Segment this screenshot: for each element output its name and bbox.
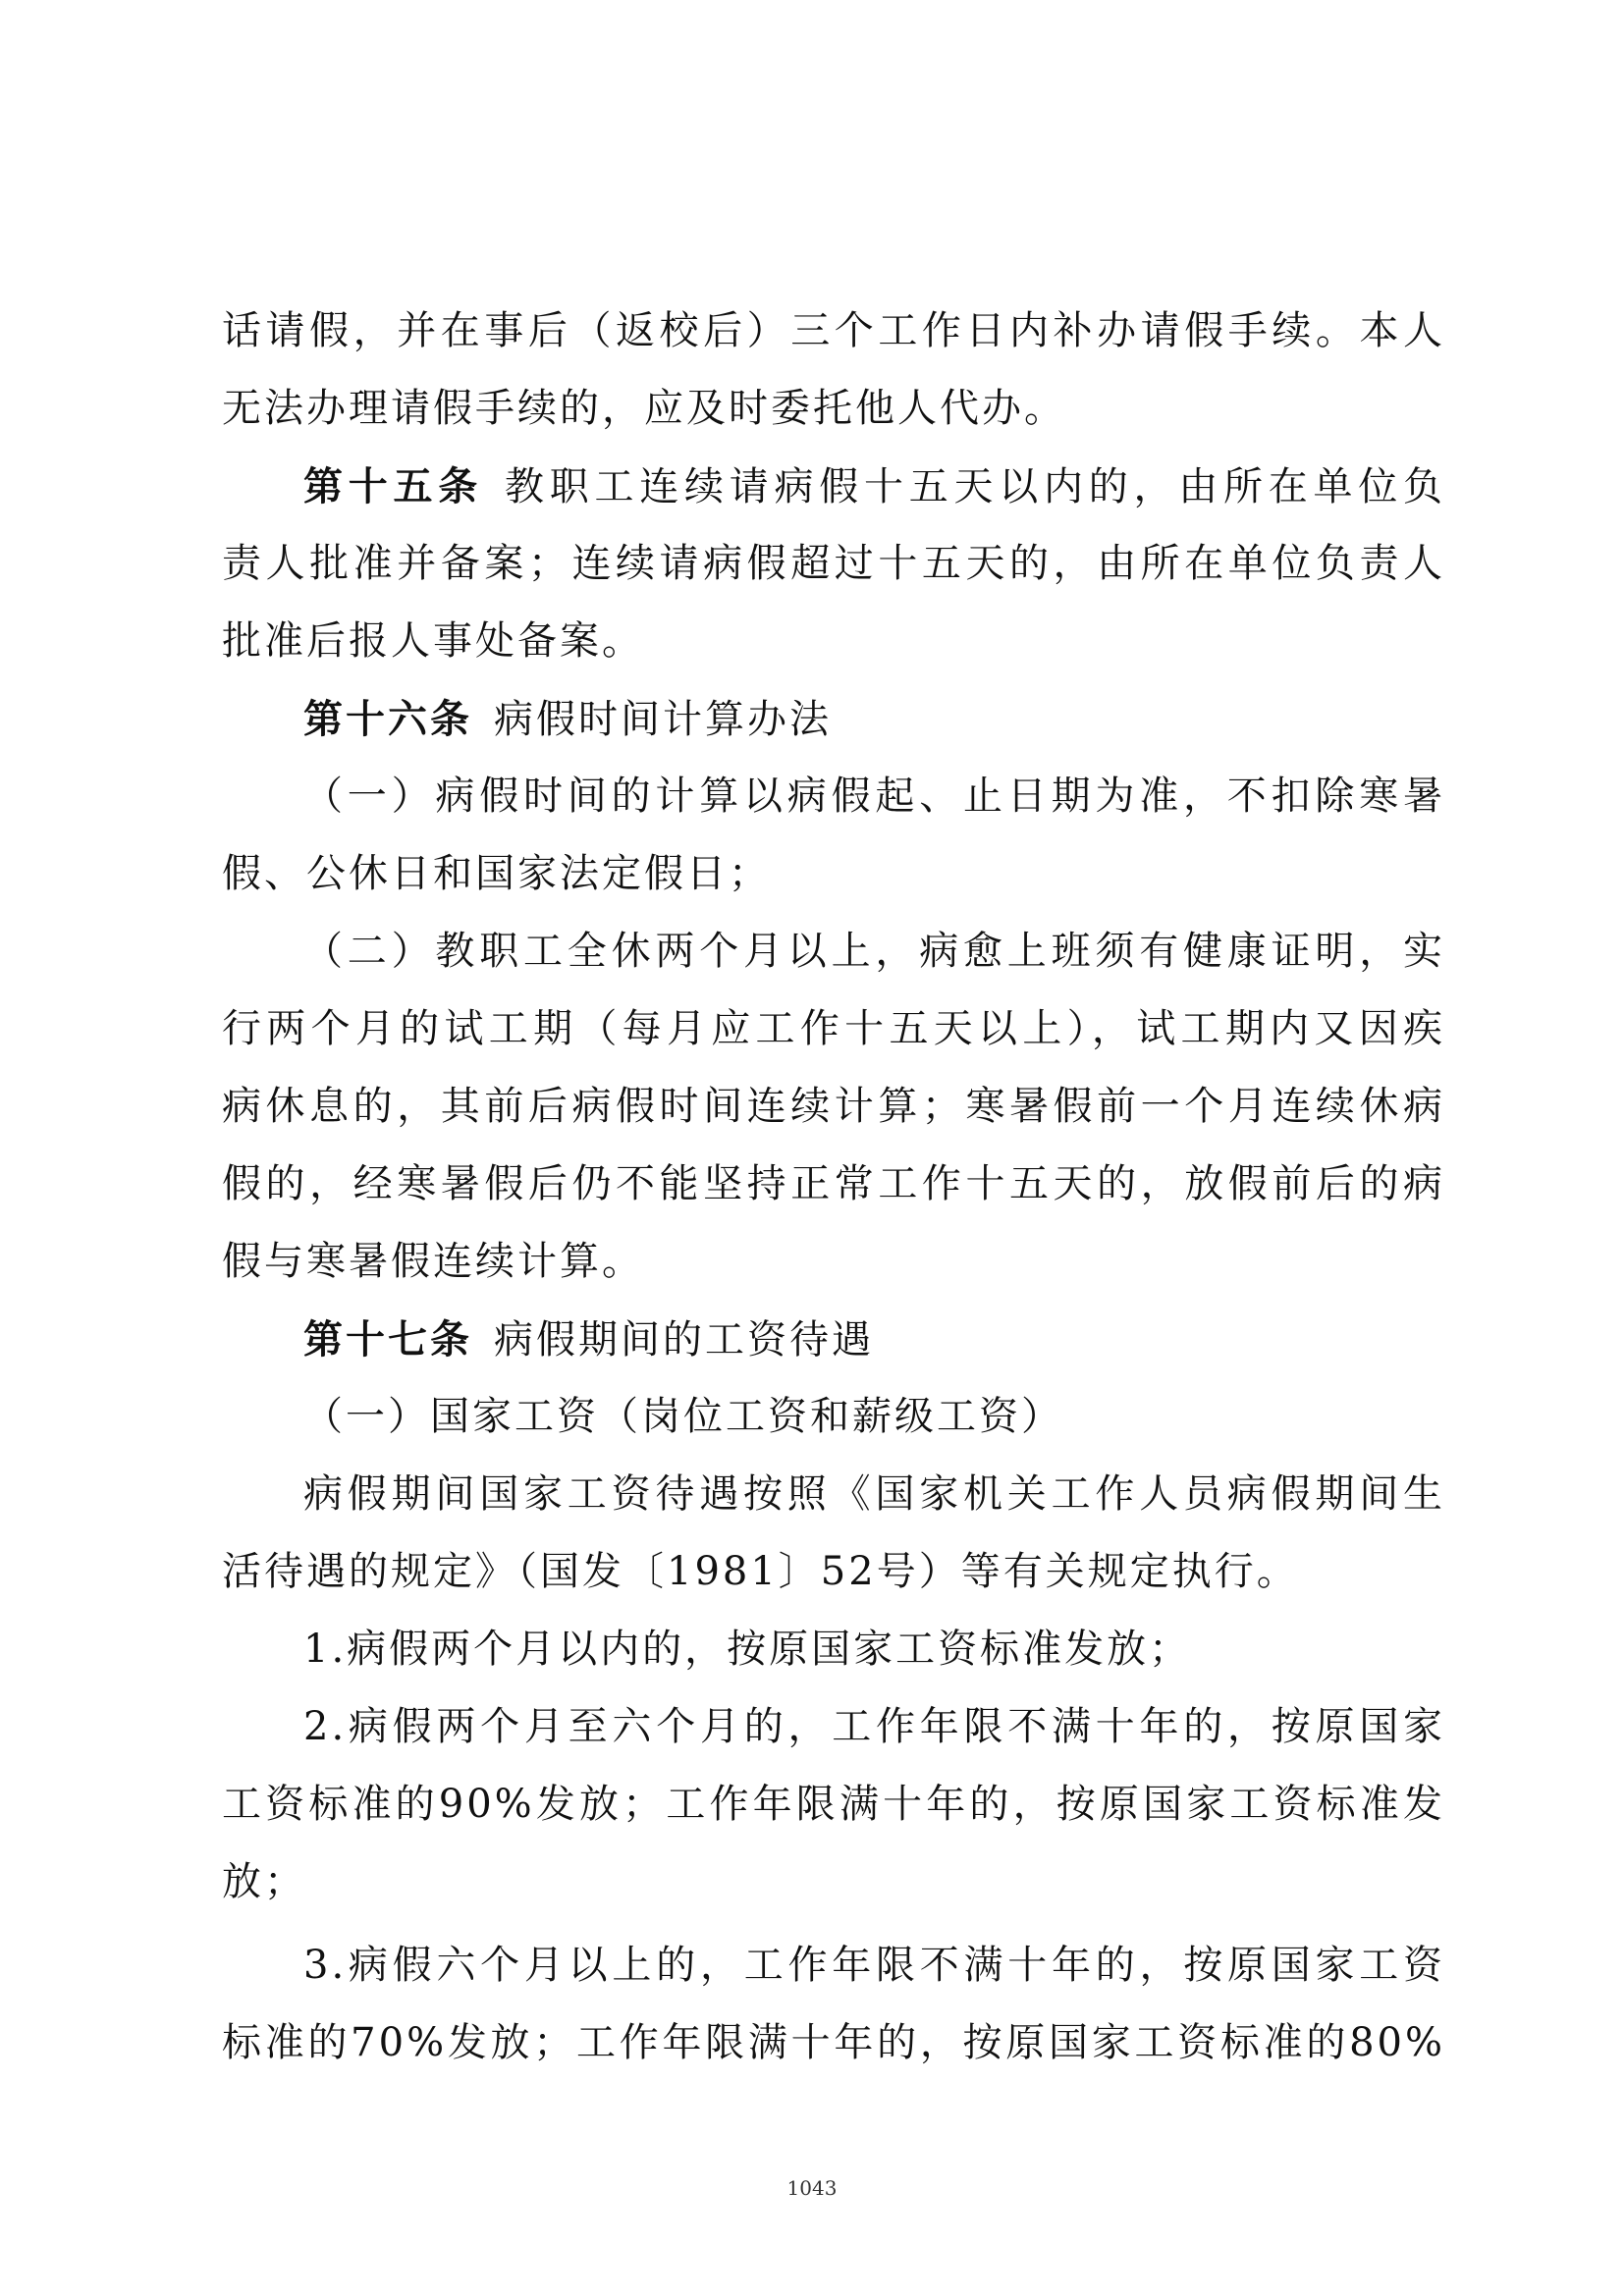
article-label: 第十六条 [303, 696, 472, 742]
line-text: （一）国家工资（岗位工资和薪级工资） [303, 1394, 1063, 1439]
line-text: 教职工连续请病假十五天以内的，由所在单位负 [505, 464, 1445, 509]
text-line [222, 1766, 1445, 1843]
text-line [222, 1068, 1445, 1146]
text-line [222, 1456, 1445, 1533]
text-line [222, 370, 1445, 448]
line-text: 病休息的，其前后病假时间连续计算；寒暑假前一个月连续休病 [222, 1084, 1445, 1129]
line-text: （二）教职工全休两个月以上，病愈上班须有健康证明，实 [303, 929, 1445, 974]
line-text: 行两个月的试工期（每月应工作十五天以上），试工期内又因疾 [222, 1006, 1445, 1051]
article-label: 第十五条 [303, 463, 483, 509]
line-text: 话请假，并在事后（返校后）三个工作日内补办请假手续。本人 [222, 308, 1445, 353]
article-heading-line [222, 448, 1445, 525]
article-heading-line [222, 1301, 1445, 1378]
text-line [222, 1927, 1445, 2004]
text-line [222, 1688, 1445, 1766]
text-line [222, 990, 1445, 1068]
line-text: 假的，经寒暑假后仍不能坚持正常工作十五天的，放假前后的病 [222, 1161, 1445, 1206]
line-text: 工资标准的90%发放；工作年限满十年的，按原国家工资标准发 [222, 1782, 1445, 1827]
line-text: 病假期间的工资待遇 [494, 1317, 874, 1362]
line-text: 批准后报人事处备案。 [222, 618, 644, 664]
line-text: 假与寒暑假连续计算。 [222, 1239, 644, 1284]
text-line [222, 1146, 1445, 1223]
line-text: 无法办理请假手续的，应及时委托他人代办。 [222, 386, 1066, 431]
text-line [222, 293, 1445, 370]
line-text: 病假时间计算办法 [494, 697, 832, 742]
text-line [222, 1843, 1445, 1921]
text-line [222, 2004, 1445, 2082]
article-heading-line [222, 680, 1445, 758]
text-line [222, 1378, 1445, 1456]
text-line [222, 1223, 1445, 1301]
line-text: 1.病假两个月以内的，按原国家工资标准发放； [303, 1627, 1192, 1672]
line-text: 3.病假六个月以上的，工作年限不满十年的，按原国家工资 [303, 1943, 1445, 1988]
text-line [222, 758, 1445, 835]
line-text: 放； [222, 1859, 306, 1904]
page-number: 1043 [786, 2176, 838, 2200]
line-text: 活待遇的规定》（国发〔1981〕52号）等有关规定执行。 [222, 1549, 1299, 1594]
text-line [222, 603, 1445, 680]
line-text: 责人批准并备案；连续请病假超过十五天的，由所在单位负责人 [222, 541, 1445, 586]
article-label: 第十七条 [303, 1316, 472, 1362]
text-line [222, 525, 1445, 603]
text-line [222, 1533, 1445, 1611]
text-line [222, 835, 1445, 913]
text-line [222, 1611, 1445, 1688]
document-body [222, 293, 1445, 2082]
line-text: （一）病假时间的计算以病假起、止日期为准，不扣除寒暑 [303, 774, 1445, 819]
line-text: 2.病假两个月至六个月的，工作年限不满十年的，按原国家 [303, 1704, 1445, 1749]
line-text: 标准的70%发放；工作年限满十年的，按原国家工资标准的80% [222, 2020, 1445, 2065]
line-text: 病假期间国家工资待遇按照《国家机关工作人员病假期间生 [303, 1471, 1445, 1517]
line-text: 假、公休日和国家法定假日； [222, 851, 771, 896]
text-line [222, 913, 1445, 990]
